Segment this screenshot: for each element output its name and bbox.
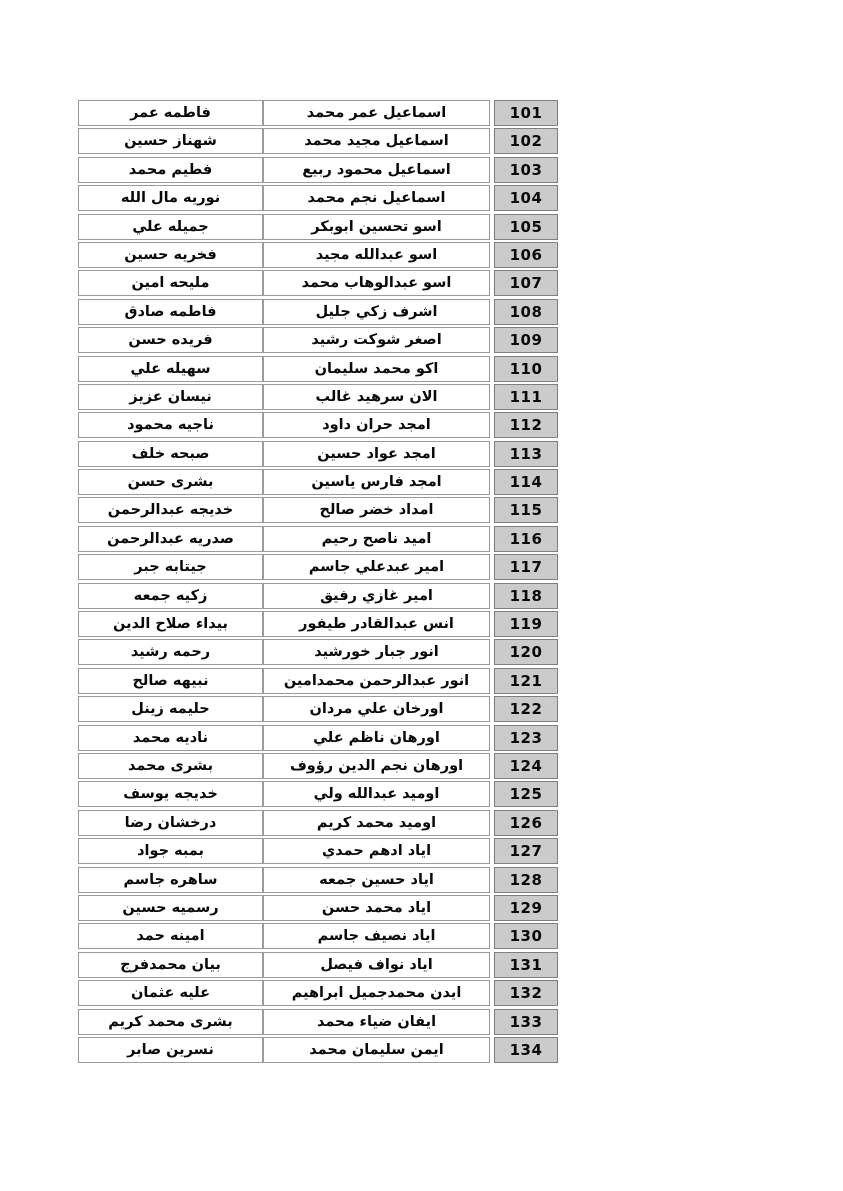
full-name-cell: امجد فارس ياسين: [263, 469, 490, 495]
table-row: [78, 1037, 558, 1063]
second-name-cell: شهناز حسين: [78, 128, 263, 154]
table-row: [78, 299, 558, 325]
table-row: [78, 980, 558, 1006]
second-name-cell: ناديه محمد: [78, 725, 263, 751]
row-number-cell: 111: [494, 384, 558, 410]
row-number-cell: 119: [494, 611, 558, 637]
row-number-cell: 114: [494, 469, 558, 495]
second-name-cell: ساهره جاسم: [78, 867, 263, 893]
full-name-cell: اسو عبدالله مجيد: [263, 242, 490, 268]
table-row: [78, 214, 558, 240]
second-name-cell: جميله علي: [78, 214, 263, 240]
row-number-cell: 108: [494, 299, 558, 325]
full-name-cell: اياد نواف فيصل: [263, 952, 490, 978]
full-name-cell: اياد نصيف جاسم: [263, 923, 490, 949]
second-name-cell: بشرى محمد كريم: [78, 1009, 263, 1035]
table-row: [78, 441, 558, 467]
row-number-cell: 104: [494, 185, 558, 211]
row-number-cell: 132: [494, 980, 558, 1006]
table-row: [78, 185, 558, 211]
full-name-cell: امير عبدعلي جاسم: [263, 554, 490, 580]
full-name-cell: ايدن محمدجميل ابراهيم: [263, 980, 490, 1006]
second-name-cell: جيتابه جبر: [78, 554, 263, 580]
second-name-cell: بشرى حسن: [78, 469, 263, 495]
row-number-cell: 101: [494, 100, 558, 126]
row-number-cell: 134: [494, 1037, 558, 1063]
table-row: [78, 725, 558, 751]
table-row: [78, 696, 558, 722]
row-number-cell: 118: [494, 583, 558, 609]
second-name-cell: فاطمه صادق: [78, 299, 263, 325]
table-row: [78, 412, 558, 438]
second-name-cell: سهيله علي: [78, 356, 263, 382]
second-name-cell: فخريه حسين: [78, 242, 263, 268]
table-row: [78, 923, 558, 949]
row-number-cell: 121: [494, 668, 558, 694]
second-name-cell: خديجه يوسف: [78, 781, 263, 807]
table-row: [78, 1009, 558, 1035]
table-row: [78, 583, 558, 609]
full-name-cell: اوميد عبدالله ولي: [263, 781, 490, 807]
table-row: [78, 952, 558, 978]
table-row: [78, 867, 558, 893]
row-number-cell: 117: [494, 554, 558, 580]
table-row: [78, 668, 558, 694]
table-row: [78, 753, 558, 779]
table-row: [78, 895, 558, 921]
full-name-cell: انس عبدالقادر طيفور: [263, 611, 490, 637]
table-row: [78, 611, 558, 637]
table-row: [78, 270, 558, 296]
second-name-cell: بيداء صلاح الدين: [78, 611, 263, 637]
second-name-cell: نبيهه صالح: [78, 668, 263, 694]
table-row: [78, 356, 558, 382]
second-name-cell: ناجيه محمود: [78, 412, 263, 438]
second-name-cell: رحمه رشيد: [78, 639, 263, 665]
full-name-cell: اكو محمد سليمان: [263, 356, 490, 382]
second-name-cell: مليحه امين: [78, 270, 263, 296]
row-number-cell: 125: [494, 781, 558, 807]
row-number-cell: 131: [494, 952, 558, 978]
full-name-cell: اميد ناصح رحيم: [263, 526, 490, 552]
row-number-cell: 133: [494, 1009, 558, 1035]
second-name-cell: فطيم محمد: [78, 157, 263, 183]
second-name-cell: نيسان عزيز: [78, 384, 263, 410]
full-name-cell: اشرف زكي جليل: [263, 299, 490, 325]
full-name-cell: انور عبدالرحمن محمدامين: [263, 668, 490, 694]
full-name-cell: الان سرهيد غالب: [263, 384, 490, 410]
row-number-cell: 129: [494, 895, 558, 921]
second-name-cell: درخشان رضا: [78, 810, 263, 836]
table-row: [78, 242, 558, 268]
second-name-cell: بمبه جواد: [78, 838, 263, 864]
row-number-cell: 103: [494, 157, 558, 183]
full-name-cell: اورخان علي مردان: [263, 696, 490, 722]
full-name-cell: امجد حران داود: [263, 412, 490, 438]
second-name-cell: فريده حسن: [78, 327, 263, 353]
second-name-cell: بيان محمدفرج: [78, 952, 263, 978]
table-row: [78, 838, 558, 864]
full-name-cell: امداد خضر صالح: [263, 497, 490, 523]
full-name-cell: ايمن سليمان محمد: [263, 1037, 490, 1063]
second-name-cell: رسميه حسين: [78, 895, 263, 921]
table-row: [78, 157, 558, 183]
names-table: [78, 100, 558, 1063]
full-name-cell: اسماعيل مجيد محمد: [263, 128, 490, 154]
full-name-cell: اياد حسين جمعه: [263, 867, 490, 893]
second-name-cell: عليه عثمان: [78, 980, 263, 1006]
full-name-cell: امجد عواد حسين: [263, 441, 490, 467]
row-number-cell: 109: [494, 327, 558, 353]
table-row: [78, 810, 558, 836]
second-name-cell: حليمه زينل: [78, 696, 263, 722]
second-name-cell: فاطمه عمر: [78, 100, 263, 126]
row-number-cell: 127: [494, 838, 558, 864]
row-number-cell: 102: [494, 128, 558, 154]
second-name-cell: صبحه خلف: [78, 441, 263, 467]
full-name-cell: اسو عبدالوهاب محمد: [263, 270, 490, 296]
second-name-cell: نسرين صابر: [78, 1037, 263, 1063]
full-name-cell: اسماعيل نجم محمد: [263, 185, 490, 211]
row-number-cell: 112: [494, 412, 558, 438]
second-name-cell: خديجه عبدالرحمن: [78, 497, 263, 523]
second-name-cell: زكيه جمعه: [78, 583, 263, 609]
full-name-cell: انور جبار خورشيد: [263, 639, 490, 665]
row-number-cell: 113: [494, 441, 558, 467]
full-name-cell: امير غازي رفيق: [263, 583, 490, 609]
row-number-cell: 128: [494, 867, 558, 893]
second-name-cell: بشرى محمد: [78, 753, 263, 779]
full-name-cell: ايفان ضياء محمد: [263, 1009, 490, 1035]
full-name-cell: اصغر شوكت رشيد: [263, 327, 490, 353]
table-row: [78, 128, 558, 154]
row-number-cell: 130: [494, 923, 558, 949]
full-name-cell: اوميد محمد كريم: [263, 810, 490, 836]
table-row: [78, 327, 558, 353]
row-number-cell: 115: [494, 497, 558, 523]
row-number-cell: 124: [494, 753, 558, 779]
table-row: [78, 554, 558, 580]
table-row: [78, 781, 558, 807]
second-name-cell: امينه حمد: [78, 923, 263, 949]
full-name-cell: اورهان نجم الدين رؤوف: [263, 753, 490, 779]
row-number-cell: 107: [494, 270, 558, 296]
row-number-cell: 105: [494, 214, 558, 240]
row-number-cell: 122: [494, 696, 558, 722]
table-row: [78, 384, 558, 410]
full-name-cell: اسماعيل محمود ربيع: [263, 157, 490, 183]
second-name-cell: صدريه عبدالرحمن: [78, 526, 263, 552]
full-name-cell: اورهان ناظم علي: [263, 725, 490, 751]
full-name-cell: اسماعيل عمر محمد: [263, 100, 490, 126]
table-row: [78, 469, 558, 495]
full-name-cell: اياد محمد حسن: [263, 895, 490, 921]
full-name-cell: اسو تحسين ابوبكر: [263, 214, 490, 240]
table-row: [78, 526, 558, 552]
full-name-cell: اياد ادهم حمدي: [263, 838, 490, 864]
row-number-cell: 106: [494, 242, 558, 268]
row-number-cell: 123: [494, 725, 558, 751]
second-name-cell: نوريه مال الله: [78, 185, 263, 211]
table-row: [78, 497, 558, 523]
row-number-cell: 110: [494, 356, 558, 382]
row-number-cell: 120: [494, 639, 558, 665]
table-row: [78, 100, 558, 126]
row-number-cell: 116: [494, 526, 558, 552]
table-row: [78, 639, 558, 665]
row-number-cell: 126: [494, 810, 558, 836]
